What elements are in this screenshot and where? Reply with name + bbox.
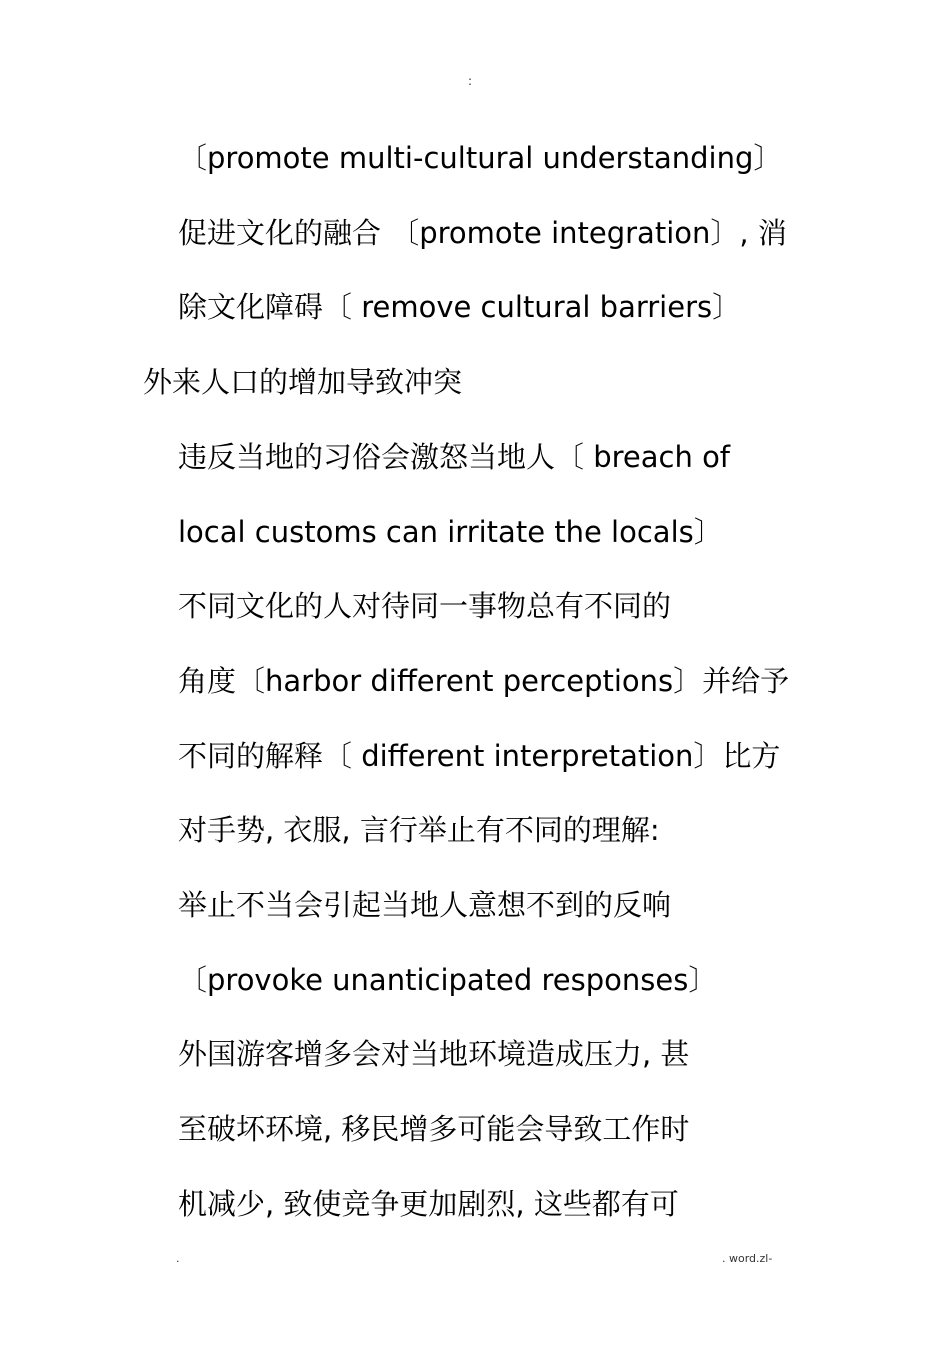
- text-line-15: 机减少, 致使竞争更加剧烈, 这些都有可: [178, 1187, 679, 1221]
- text-line-5: 违反当地的习俗会激怒当地人〔 breach of: [178, 440, 731, 474]
- text-line-11: 举止不当会引起当地人意想不到的反响: [178, 888, 672, 922]
- text-line-13: 外国游客增多会对当地环境造成压力, 甚: [178, 1037, 690, 1071]
- text-line-14: 至破坏环境, 移民增多可能会导致工作时: [178, 1112, 690, 1146]
- header-mark: :: [468, 74, 473, 88]
- footer-right: . word.zl-: [722, 1252, 773, 1265]
- text-line-9: 不同的解释〔 different interpretation〕比方: [178, 739, 781, 773]
- text-line-2: 促进文化的融合 〔promote integration〕, 消: [178, 216, 787, 250]
- text-line-7: 不同文化的人对待同一事物总有不同的: [178, 589, 672, 623]
- text-line-8: 角度〔harbor different perceptions〕并给予: [178, 664, 790, 698]
- footer-left: .: [176, 1252, 180, 1265]
- text-line-1: 〔promote multi-cultural understanding〕: [178, 141, 783, 175]
- text-line-10: 对手势, 衣服, 言行举止有不同的理解:: [178, 813, 660, 847]
- text-line-3: 除文化障碍〔 remove cultural barriers〕: [178, 290, 742, 324]
- text-line-6: local customs can irritate the locals〕: [178, 515, 723, 549]
- text-line-12: 〔provoke unanticipated responses〕: [178, 963, 718, 997]
- section-heading: 外来人口的增加导致冲突: [143, 365, 463, 399]
